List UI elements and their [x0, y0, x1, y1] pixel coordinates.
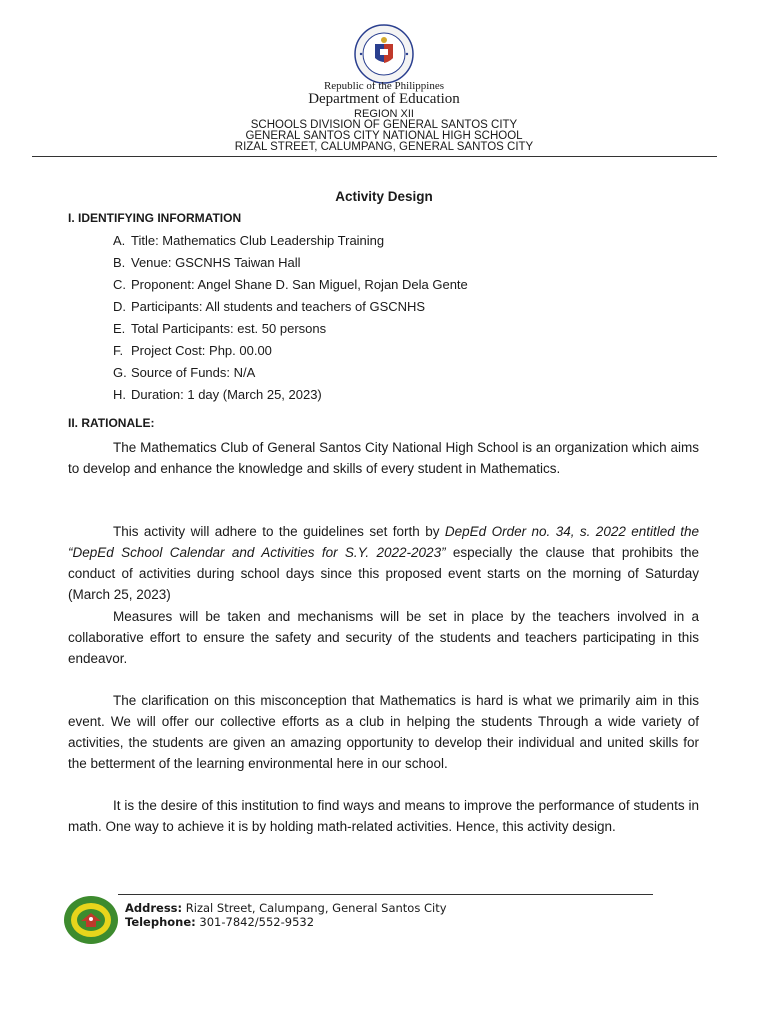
header-divider: [32, 156, 717, 157]
header-department: Department of Education: [308, 91, 460, 107]
rationale-paragraph-2: This activity will adhere to the guidelines set forth by DepEd Order no. 34, s. 2022 entitled the “DepEd School Calendar and Activities for S.Y. 2022-2023” especially the clause that prohibits the conduct of activities during school days since this proposed event starts on the morning of Saturday (March 25, 2023): [68, 524, 699, 602]
rationale-paragraph-1: The Mathematics Club of General Santos City National High School is an organization which aims to develop and enhance the knowledge and skills of every student in Mathematics.: [68, 440, 699, 476]
rationale-paragraph-5: It is the desire of this institution to find ways and means to improve the performance of students in math. One way to achieve it is by holding math-related activities. Hence, this activity design.: [68, 798, 699, 834]
header-republic: Republic of the Philippines: [323, 80, 445, 92]
document-title: Activity Design: [335, 189, 433, 204]
list-item: F. Project Cost: Php. 00.00: [113, 343, 272, 358]
deped-seal-logo: [349, 24, 419, 84]
footer-address: Address: Rizal Street, Calumpang, General Santos City: [125, 901, 447, 915]
list-item: D. Participants: All students and teachers of GSCNHS: [113, 299, 426, 314]
footer-telephone: Telephone: 301-7842/552-9532: [125, 915, 315, 929]
rationale-paragraph-3: Measures will be taken and mechanisms will be set in place by the teachers involved in a collaborative effort to ensure the safety and security of the students and teachers participating in this endeavor.: [68, 609, 699, 666]
list-item: B. Venue: GSCNHS Taiwan Hall: [113, 255, 301, 270]
header-division: SCHOOLS DIVISION OF GENERAL SANTOS CITY: [250, 119, 518, 131]
list-item: C. Proponent: Angel Shane D. San Miguel, Rojan Dela Gente: [113, 277, 468, 292]
header-address: RIZAL STREET, CALUMPANG, GENERAL SANTOS CITY: [234, 141, 534, 153]
list-item: H. Duration: 1 day (March 25, 2023): [113, 387, 322, 402]
list-item: G. Source of Funds: N/A: [113, 365, 256, 380]
school-logo: [63, 895, 119, 945]
section-rationale-heading: II. RATIONALE:: [68, 416, 155, 430]
list-item: A. Title: Mathematics Club Leadership Training: [113, 233, 385, 248]
footer-divider: [118, 894, 653, 895]
header-region: REGION XII: [354, 108, 414, 120]
rationale-paragraph-4: The clarification on this misconception that Mathematics is hard is what we primarily aim in this event. We will offer our collective efforts as a club in helping the students Through a wide variety of activities, the students are given an amazing opportunity to develop their individual and united skills for the betterment of the learning environmental here in our school.: [68, 693, 699, 771]
list-item: E. Total Participants: est. 50 persons: [113, 321, 327, 336]
header-school: GENERAL SANTOS CITY NATIONAL HIGH SCHOOL: [245, 130, 523, 142]
section-identifying-heading: I. IDENTIFYING INFORMATION: [68, 211, 242, 225]
